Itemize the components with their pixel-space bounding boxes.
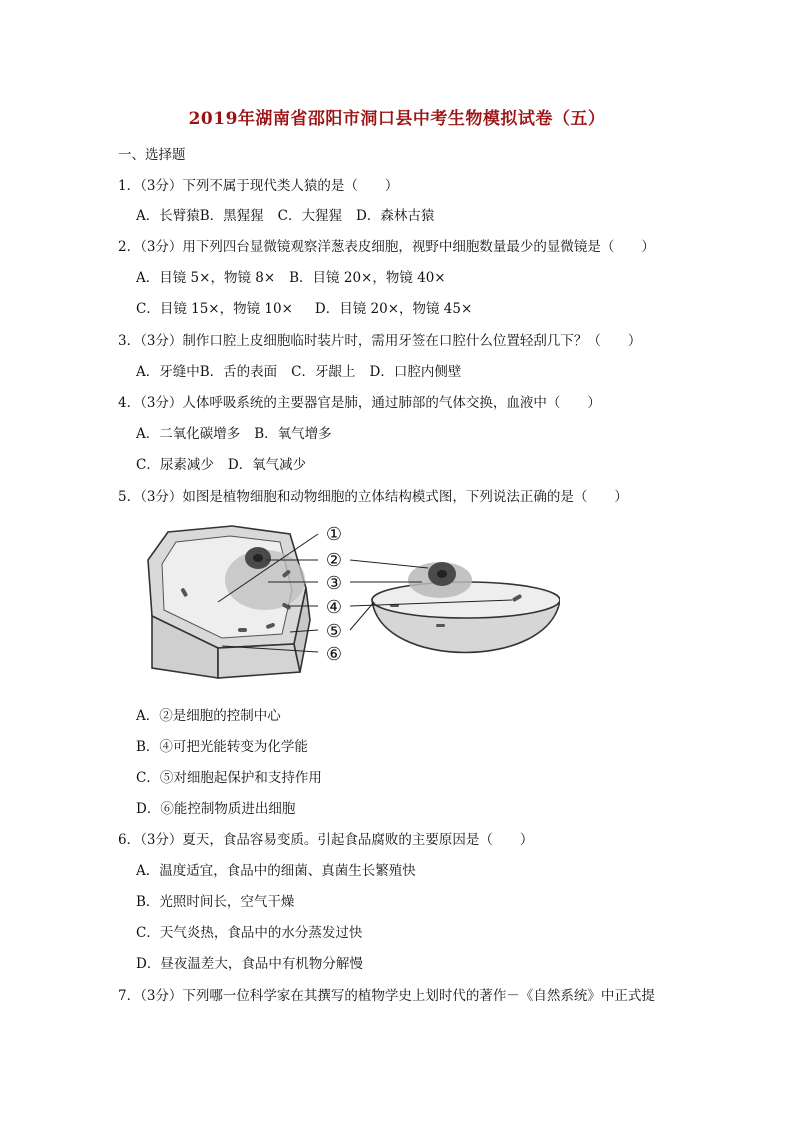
option-row bbox=[136, 425, 332, 443]
option: B．黑猩猩 bbox=[199, 208, 264, 224]
option-line: C．天气炎热，食品中的水分蒸发过快 bbox=[136, 925, 363, 941]
option: C．大猩猩 bbox=[277, 208, 343, 224]
section-heading: 一、选择题 bbox=[118, 147, 186, 163]
question-stem: 7．（3分）下列哪一位科学家在其撰写的植物学史上划时代的著作－《自然系统》中正式提 bbox=[118, 988, 655, 1004]
option-row bbox=[136, 269, 446, 287]
option: D．目镜 20×，物镜 45× bbox=[314, 301, 473, 317]
option-line: B．④可把光能转变为化学能 bbox=[136, 739, 308, 755]
question-stem: 6．（3分）夏天，食品容易变质。引起食品腐败的主要原因是（ ） bbox=[118, 832, 534, 848]
option: B．氧气增多 bbox=[254, 426, 332, 442]
question-stem: 3．（3分）制作口腔上皮细胞临时装片时，需用牙签在口腔什么位置轻刮几下？（ ） bbox=[118, 333, 642, 349]
option: B．目镜 20×，物镜 40× bbox=[289, 270, 446, 286]
plant-cell-diagram bbox=[148, 526, 310, 678]
figure-label: ⑥ bbox=[325, 644, 343, 665]
question-stem: 4．（3分）人体呼吸系统的主要器官是肺，通过肺部的气体交换，血液中（ ） bbox=[118, 395, 601, 411]
cell-structure-figure bbox=[140, 520, 560, 680]
option-line: D．⑥能控制物质进出细胞 bbox=[136, 801, 296, 817]
option-row bbox=[136, 300, 472, 318]
option: B．舌的表面 bbox=[199, 364, 278, 380]
option: D．口腔内侧壁 bbox=[369, 364, 462, 380]
figure-label: ② bbox=[325, 550, 343, 571]
figure-label: ③ bbox=[325, 573, 343, 594]
option-line: A．温度适宜，食品中的细菌、真菌生长繁殖快 bbox=[136, 863, 416, 879]
figure-label: ⑤ bbox=[325, 621, 343, 642]
figure-label: ④ bbox=[325, 597, 343, 618]
option-line: D．昼夜温差大，食品中有机物分解慢 bbox=[136, 956, 363, 972]
figure-label: ① bbox=[325, 524, 343, 545]
question-stem: 5．（3分）如图是植物细胞和动物细胞的立体结构模式图，下列说法正确的是（ ） bbox=[118, 489, 628, 505]
option: C．尿素减少 bbox=[136, 457, 214, 473]
question-stem: 2．（3分）用下列四台显微镜观察洋葱表皮细胞，视野中细胞数量最少的显微镜是（ ） bbox=[118, 239, 655, 255]
option-row bbox=[136, 363, 461, 381]
animal-cell-diagram bbox=[372, 562, 560, 653]
option: D．森林古猿 bbox=[356, 208, 435, 224]
option-row bbox=[136, 456, 306, 474]
option-line: A．②是细胞的控制中心 bbox=[136, 708, 281, 724]
option: C．牙龈上 bbox=[291, 364, 356, 380]
option: C．目镜 15×，物镜 10× bbox=[136, 301, 293, 317]
option: A．长臂猿 bbox=[136, 208, 200, 224]
option-line: C．⑤对细胞起保护和支持作用 bbox=[136, 770, 322, 786]
page-title: 2019年湖南省邵阳市洞口县中考生物模拟试卷（五） bbox=[188, 109, 606, 129]
option: A．目镜 5×，物镜 8× bbox=[136, 270, 276, 286]
option: D．氧气减少 bbox=[227, 457, 307, 473]
question-stem: 1．（3分）下列不属于现代类人猿的是（ ） bbox=[118, 178, 399, 194]
option-line: B．光照时间长，空气干燥 bbox=[136, 894, 295, 910]
option: A．二氧化碳增多 bbox=[136, 426, 241, 442]
option-row bbox=[136, 207, 434, 225]
option: A．牙缝中 bbox=[136, 364, 200, 380]
